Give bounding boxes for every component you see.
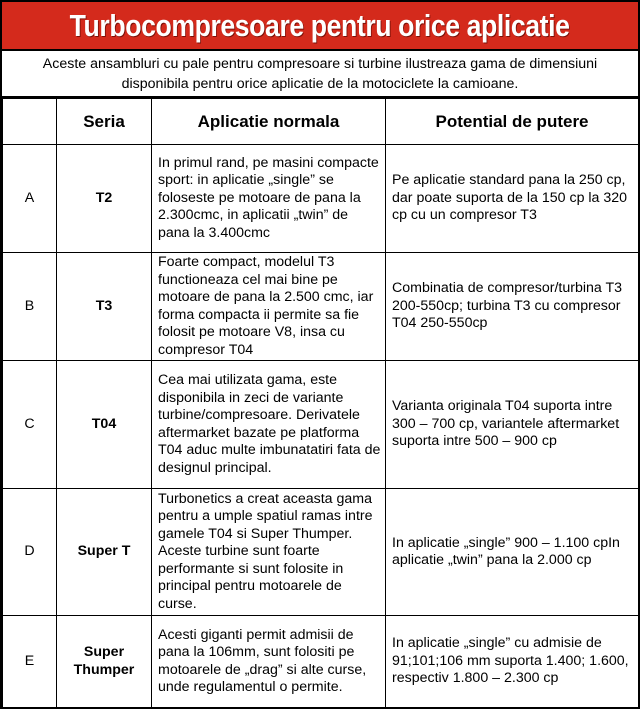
- row-letter: D: [3, 489, 57, 616]
- row-application: Cea mai utilizata gama, este disponibila in zeci de variante turbine/compresoare. Derivatele aftermarket bazate pe platforma T04 aduc multe imbunatatiri fata de designul principal.: [152, 361, 386, 489]
- table-row: [3, 616, 639, 708]
- row-series: T3: [57, 253, 152, 361]
- row-letter: A: [3, 145, 57, 253]
- table-row: [3, 489, 639, 616]
- header-power: Potential de putere: [386, 99, 639, 145]
- row-application: Foarte compact, modelul T3 functioneaza cel mai bine pe motoare de pana la 2.500 cmc, iar forma compacta ii permite sa fie folosit pe motoare V8, insa cu compresor T04: [152, 253, 386, 361]
- row-letter: E: [3, 616, 57, 708]
- table-header-row: [3, 99, 639, 145]
- table-row: [3, 361, 639, 489]
- intro-paragraph: Aceste ansambluri cu pale pentru compresoare si turbine ilustreaza gama de dimensiuni disponibila pentru orice aplicatie de la motociclete la camioane.: [2, 51, 638, 96]
- row-power: In aplicatie „single” cu admisie de 91;101;106 mm suporta 1.400; 1.600, respectiv 1.800 – 2.300 cp: [386, 616, 639, 708]
- row-letter: C: [3, 361, 57, 489]
- row-series: Super T: [57, 489, 152, 616]
- row-series: Super Thumper: [57, 616, 152, 708]
- row-series: T04: [57, 361, 152, 489]
- row-power: In aplicatie „single” 900 – 1.100 cpIn aplicatie „twin” pana la 2.000 cp: [386, 489, 639, 616]
- row-letter: B: [3, 253, 57, 361]
- row-series: T2: [57, 145, 152, 253]
- turbo-series-table: [2, 98, 639, 708]
- row-power: Combinatia de compresor/turbina T3 200-550cp; turbina T3 cu compresor T04 250-550cp: [386, 253, 639, 361]
- table-row: [3, 253, 639, 361]
- row-power: Varianta originala T04 suporta intre 300 – 700 cp, variantele aftermarket suporta intre 500 – 900 cp: [386, 361, 639, 489]
- row-application: In primul rand, pe masini compacte sport: in aplicatie „single” se foloseste pe motoare de pana la 2.300cmc, in aplicatii „twin” de pana la 3.400cmc: [152, 145, 386, 253]
- header-letter: [3, 99, 57, 145]
- row-application: Acesti giganti permit admisii de pana la 106mm, sunt folositi pe motoarele de „drag” si alte curse, unde regulamentul o permite.: [152, 616, 386, 708]
- header-series: Seria: [57, 99, 152, 145]
- title-banner: [2, 2, 638, 49]
- row-power: Pe aplicatie standard pana la 250 cp, dar poate suporta de la 150 cp la 320 cp cu un compresor T3: [386, 145, 639, 253]
- row-application: Turbonetics a creat aceasta gama pentru a umple spatiul ramas intre gamele T04 si Super Thumper. Aceste turbine sunt foarte performante si sunt folosite in principal pentru motoarele de curse.: [152, 489, 386, 616]
- header-application: Aplicatie normala: [152, 99, 386, 145]
- table-row: [3, 145, 639, 253]
- page-title: Turbocompresoare pentru orice aplicatie: [70, 7, 570, 43]
